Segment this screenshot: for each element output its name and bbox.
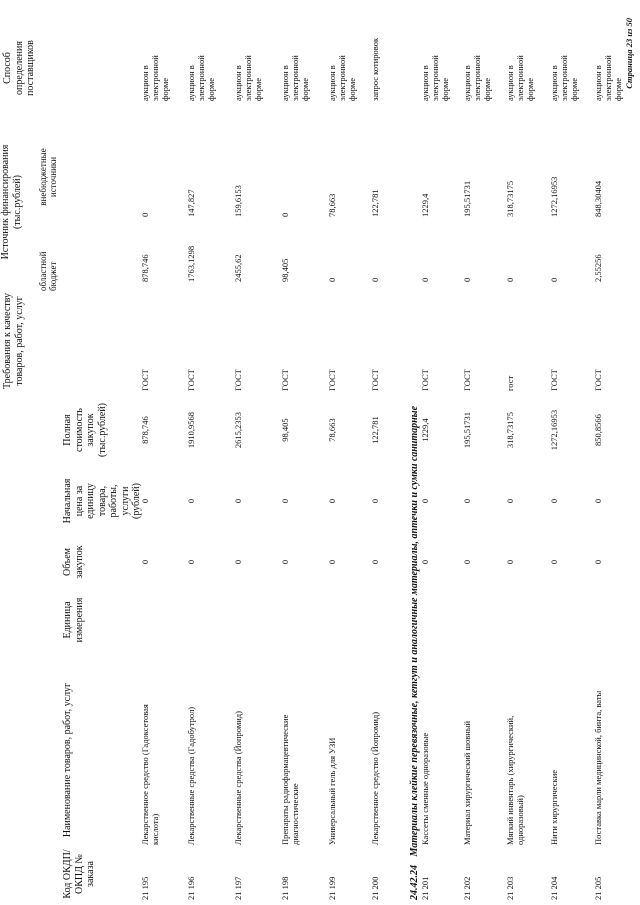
row-name: Поставка марли медицинской, бинта, ваты <box>593 690 603 845</box>
row-name: Универсальный гель для УЗИ <box>327 737 337 845</box>
row-requirements: ГОСТ <box>186 369 196 391</box>
section-heading <box>409 0 420 900</box>
row-regional: 0 <box>462 277 472 282</box>
row-total: 878,746 <box>140 416 150 444</box>
row-regional: 0 <box>370 277 380 282</box>
table-row <box>370 0 410 905</box>
header-volume: Объем закупок <box>62 545 85 579</box>
header-regional: областной бюджет <box>38 251 58 291</box>
table-row <box>420 0 460 905</box>
row-name: Лекарственное средство (Гадоксетовая кислота) <box>140 704 160 845</box>
row-volume: 0 <box>327 559 337 565</box>
row-extrabudget: 1272,16953 <box>549 176 559 217</box>
table-row <box>462 0 502 905</box>
row-total: 2615,2353 <box>233 411 243 449</box>
table-row <box>280 0 320 905</box>
row-price: 0 <box>593 498 603 504</box>
row-regional: 2,55256 <box>593 254 603 282</box>
row-requirements: ГОСТ <box>280 369 290 391</box>
header-code: Код ОКДП/ ОКПД № заказа <box>62 849 96 899</box>
row-total: 850,8566 <box>593 414 603 446</box>
row-extrabudget: 195,51731 <box>462 180 472 217</box>
row-method: аукцион в электронной форме <box>186 55 216 101</box>
row-name: Материал хирургический шовный <box>462 720 472 845</box>
row-name: Кассеты сменные одноразовые <box>420 732 430 845</box>
row-code: 21 201 <box>420 876 430 900</box>
row-code: 21 204 <box>549 876 559 900</box>
row-code: 21 205 <box>593 876 603 900</box>
row-volume: 0 <box>233 559 243 565</box>
row-total: 78,663 <box>327 418 337 442</box>
row-requirements: ГОСТ <box>327 369 337 391</box>
row-regional: 878,746 <box>140 254 150 282</box>
row-extrabudget: 159,6153 <box>233 185 243 217</box>
row-requirements: ГОСТ <box>593 369 603 391</box>
header-unit: Единица измерения <box>62 597 85 643</box>
header-financing: Источник финансирования (тыс.рублей) <box>0 144 23 260</box>
row-volume: 0 <box>462 559 472 565</box>
page-footer: Страница 23 из 50 <box>624 18 634 89</box>
row-requirements: гост <box>505 375 515 391</box>
table-row <box>505 0 545 905</box>
row-extrabudget: 0 <box>140 212 150 217</box>
table-row <box>593 0 633 905</box>
row-code: 21 198 <box>280 876 290 900</box>
row-price: 0 <box>505 498 515 504</box>
row-extrabudget: 318,73175 <box>505 180 515 217</box>
row-regional: 98,405 <box>280 258 290 282</box>
header-requirements: Требования к качеству товаров, работ, услуг <box>2 292 25 390</box>
row-regional: 0 <box>505 277 515 282</box>
row-requirements: ГОСТ <box>140 369 150 391</box>
row-code: 21 202 <box>462 876 472 900</box>
section-title: Материалы клейкие перевязочные, кетгут и аналогичные материалы, аптечки и сумки санитарные <box>409 405 420 857</box>
row-total: 1229,4 <box>420 418 430 442</box>
row-method: запрос котировок <box>370 37 380 101</box>
row-volume: 0 <box>549 559 559 565</box>
row-method: аукцион в электронной форме <box>505 55 535 101</box>
row-extrabudget: 1229,4 <box>420 193 430 217</box>
header-name: Наименование товаров, работ, услуг <box>62 682 73 838</box>
row-price: 0 <box>549 498 559 504</box>
row-total: 122,781 <box>370 416 380 444</box>
row-volume: 0 <box>186 559 196 565</box>
row-code: 21 197 <box>233 876 243 900</box>
header-price: Начальная цена за единицу товара, работы, услуги (рублей) <box>62 478 142 524</box>
row-code: 21 203 <box>505 876 515 900</box>
row-price: 0 <box>327 498 337 504</box>
row-price: 0 <box>233 498 243 504</box>
row-price: 0 <box>280 498 290 504</box>
row-extrabudget: 147,827 <box>186 189 196 217</box>
row-volume: 0 <box>370 559 380 565</box>
row-volume: 0 <box>420 559 430 565</box>
row-requirements: ГОСТ <box>233 369 243 391</box>
row-extrabudget: 78,663 <box>327 193 337 217</box>
row-requirements: ГОСТ <box>549 369 559 391</box>
row-regional: 0 <box>327 277 337 282</box>
row-price: 0 <box>462 498 472 504</box>
row-total: 1910,9568 <box>186 411 196 449</box>
table-header <box>0 0 160 905</box>
row-name: Нити хирургические <box>549 769 559 845</box>
row-regional: 0 <box>420 277 430 282</box>
row-total: 98,405 <box>280 418 290 442</box>
table-row <box>549 0 589 905</box>
row-method: аукцион в электронной форме <box>593 55 623 101</box>
row-total: 1272,16953 <box>549 409 559 451</box>
row-regional: 2455,62 <box>233 254 243 282</box>
row-name: Лекарственное средство (Йопромид) <box>370 711 380 845</box>
row-name: Препараты радиофармацевтические диагностические <box>280 714 300 845</box>
row-name: Лекарственные средства (Йопромид) <box>233 711 243 845</box>
table-row <box>140 0 180 905</box>
row-extrabudget: 848,30404 <box>593 180 603 217</box>
row-price: 0 <box>140 498 150 504</box>
row-method: аукцион в электронной форме <box>420 55 450 101</box>
row-requirements: ГОСТ <box>370 369 380 391</box>
table-row <box>186 0 226 905</box>
row-volume: 0 <box>280 559 290 565</box>
row-total: 318,73175 <box>505 411 515 449</box>
table-row <box>327 0 367 905</box>
row-volume: 0 <box>140 559 150 565</box>
section-code: 24.42.24 <box>409 865 420 900</box>
row-code: 21 199 <box>327 876 337 900</box>
row-extrabudget: 0 <box>280 212 290 217</box>
row-method: аукцион в электронной форме <box>233 55 263 101</box>
row-price: 0 <box>370 498 380 504</box>
row-regional: 1763,1298 <box>186 245 196 282</box>
row-method: аукцион в электронной форме <box>327 55 357 101</box>
header-extrabudget: внебюджетные источники <box>38 148 58 206</box>
row-method: аукцион в электронной форме <box>462 55 492 101</box>
row-volume: 0 <box>505 559 515 565</box>
row-method: аукцион в электронной форме <box>280 55 310 101</box>
row-code: 21 195 <box>140 876 150 900</box>
row-volume: 0 <box>593 559 603 565</box>
row-extrabudget: 122,781 <box>370 189 380 217</box>
row-total: 195,51731 <box>462 411 472 449</box>
row-name: Лекарственные средства (Гадобутрол) <box>186 706 196 845</box>
row-requirements: ГОСТ <box>420 369 430 391</box>
row-requirements: ГОСТ <box>462 369 472 391</box>
table-row <box>233 0 273 905</box>
row-name: Мягкий инвентарь (хирургический, одноразовый) <box>505 715 525 845</box>
header-total: Полная стоимость закупок (тыс.рублей) <box>62 402 108 458</box>
header-method: Способ определения поставщиков <box>2 40 36 96</box>
row-code: 21 196 <box>186 876 196 900</box>
row-price: 0 <box>186 498 196 504</box>
row-method: аукцион в электронной форме <box>549 55 579 101</box>
row-regional: 0 <box>549 277 559 282</box>
row-code: 21 200 <box>370 876 380 900</box>
row-method: аукцион в электронной форме <box>140 55 170 101</box>
row-price: 0 <box>420 498 430 504</box>
